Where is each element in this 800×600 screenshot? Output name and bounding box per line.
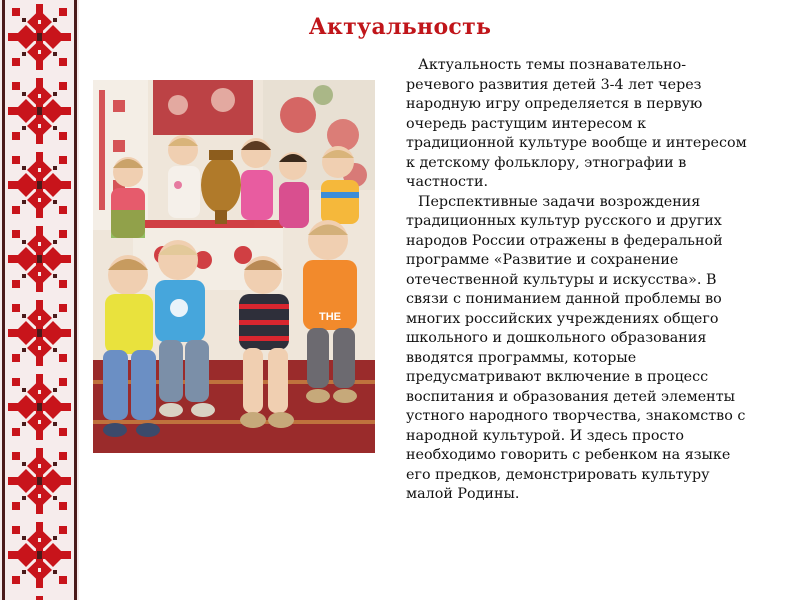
children-photo-illustration (93, 80, 375, 453)
children-photo (93, 80, 375, 453)
slide-title: Актуальность (308, 14, 492, 40)
paragraph-relevance: Актуальность темы познавательно-речевого развития детей 3-4 лет через народную игру определяется в первую очередь растущим интересом к традиционной культуре вообще и интересом к детскому фольклору, этнографии в частности. (406, 57, 747, 190)
child-shirt-print: THE (319, 311, 341, 323)
folk-ornament-border (0, 0, 79, 600)
paragraph-prospects: Перспективные задачи возрождения традиционных культур русского и других народов России отражены в федеральной программе «Развитие и сохранение отечественной культуры и искусства». В связи с пониманием данной проблемы во многих российских учреждениях общего школьного и дошкольного образования вводятся программы, которые предусматривают включение в процесс воспитания и образования детей элементы устного народного творчества, знакомство с народной культурой. И здесь просто необходимо говорить с ребенком на языке его предков, демонстрировать культуру малой Родины. (406, 193, 746, 502)
body-text (406, 56, 751, 505)
ornament-pattern (0, 0, 79, 600)
